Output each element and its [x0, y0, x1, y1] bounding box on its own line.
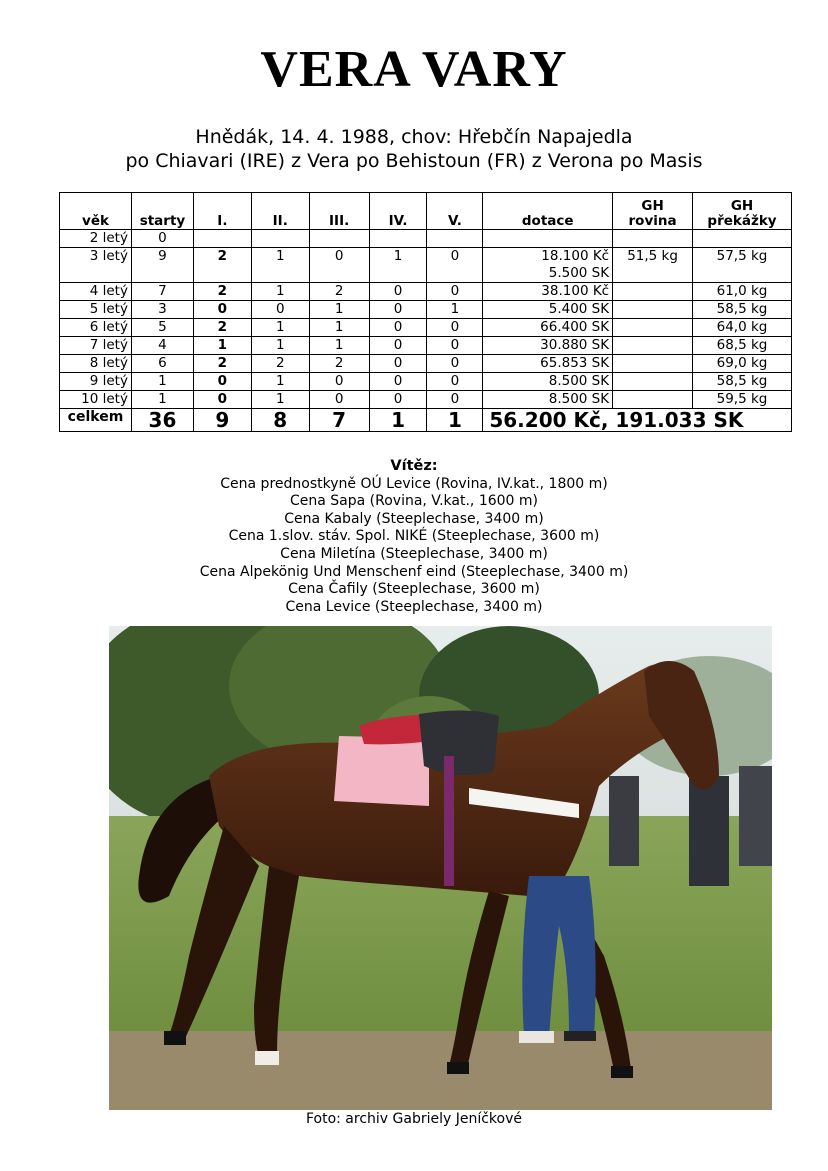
- earnings-cell: [483, 337, 613, 355]
- third-place-cell: 0: [309, 248, 369, 283]
- age-cell: 6 letý: [60, 319, 132, 337]
- header-fourth: IV.: [369, 193, 427, 230]
- table-row: [60, 301, 792, 319]
- table-row: [60, 319, 792, 337]
- header-fifth: V.: [427, 193, 483, 230]
- starts-cell: 9: [131, 248, 193, 283]
- table-row: [60, 355, 792, 373]
- earnings-cell: [483, 391, 613, 409]
- winner-race-item: Cena Alpekönig Und Menschenf eind (Steeplechase, 3400 m): [199, 563, 629, 580]
- winner-race-item: Cena Levice (Steeplechase, 3400 m): [285, 598, 543, 615]
- third-place-cell: 2: [309, 355, 369, 373]
- second-place-cell: 0: [251, 301, 309, 319]
- starts-cell: 4: [131, 337, 193, 355]
- fifth-place-cell: 0: [427, 391, 483, 409]
- second-place-cell: 1: [251, 248, 309, 283]
- earnings-cell: [483, 355, 613, 373]
- table-row: [60, 391, 792, 409]
- winner-race-item: Cena prednostkyně OÚ Levice (Rovina, IV.kat., 1800 m): [220, 475, 608, 492]
- fifth-place-cell: 0: [427, 337, 483, 355]
- table-row: [60, 283, 792, 301]
- age-cell: 2 letý: [60, 230, 132, 248]
- fifth-place-cell: 0: [427, 373, 483, 391]
- header-gh-flat: GH rovina: [613, 193, 693, 230]
- starts-cell: 5: [131, 319, 193, 337]
- gh-jump-cell: 68,5 kg: [693, 337, 792, 355]
- gh-jump-cell: 59,5 kg: [693, 391, 792, 409]
- gh-jump-cell: 58,5 kg: [693, 373, 792, 391]
- earnings-value: 38.100 Kč: [541, 283, 610, 299]
- header-third: III.: [309, 193, 369, 230]
- gh-flat-cell: [613, 283, 693, 301]
- photo-caption: Foto: archiv Gabriely Jeníčkové: [305, 1111, 523, 1127]
- table-row: [60, 248, 792, 283]
- total-third: 7: [309, 409, 369, 432]
- table-row: [60, 337, 792, 355]
- horse-photo: [109, 626, 772, 1110]
- earnings-value: 8.500 SK: [548, 373, 610, 389]
- gh-jump-cell: 57,5 kg: [693, 248, 792, 283]
- second-place-cell: 1: [251, 283, 309, 301]
- first-place-cell: [193, 230, 251, 248]
- earnings-cell: [483, 319, 613, 337]
- earnings-cell: [483, 283, 613, 301]
- gh-flat-cell: [613, 301, 693, 319]
- second-place-cell: 1: [251, 373, 309, 391]
- first-place-cell: 0: [193, 373, 251, 391]
- second-place-cell: [251, 230, 309, 248]
- winners-list: [0, 458, 828, 616]
- total-starts: 36: [131, 409, 193, 432]
- earnings-value: 66.400 SK: [540, 319, 610, 335]
- fourth-place-cell: 0: [369, 391, 427, 409]
- total-fourth: 1: [369, 409, 427, 432]
- header-starts: starty: [131, 193, 193, 230]
- fourth-place-cell: [369, 230, 427, 248]
- age-cell: 5 letý: [60, 301, 132, 319]
- earnings-cell: [483, 301, 613, 319]
- fourth-place-cell: 0: [369, 355, 427, 373]
- fourth-place-cell: 0: [369, 283, 427, 301]
- first-place-cell: 2: [193, 283, 251, 301]
- fifth-place-cell: 0: [427, 283, 483, 301]
- gh-flat-cell: [613, 337, 693, 355]
- earnings-value: 5.400 SK: [548, 301, 610, 317]
- fourth-place-cell: 0: [369, 337, 427, 355]
- gh-jump-cell: 61,0 kg: [693, 283, 792, 301]
- gh-flat-cell: [613, 391, 693, 409]
- third-place-cell: 1: [309, 337, 369, 355]
- page-title: VERA VARY: [260, 41, 568, 98]
- first-place-cell: 1: [193, 337, 251, 355]
- gh-flat-cell: 51,5 kg: [613, 248, 693, 283]
- total-first: 9: [193, 409, 251, 432]
- fifth-place-cell: 0: [427, 319, 483, 337]
- winners-heading: Vítěz:: [390, 458, 438, 474]
- gh-jump-cell: 58,5 kg: [693, 301, 792, 319]
- earnings-cell: [483, 230, 613, 248]
- age-cell: 9 letý: [60, 373, 132, 391]
- gh-flat-cell: [613, 373, 693, 391]
- header-age: věk: [60, 193, 132, 230]
- total-label: celkem: [60, 409, 132, 432]
- second-place-cell: 1: [251, 391, 309, 409]
- third-place-cell: 2: [309, 283, 369, 301]
- first-place-cell: 0: [193, 391, 251, 409]
- earnings-value-secondary: 5.500 SK: [548, 265, 610, 281]
- race-record-table: [59, 192, 792, 432]
- second-place-cell: 1: [251, 337, 309, 355]
- winner-race-item: Cena Miletína (Steeplechase, 3400 m): [280, 545, 548, 562]
- age-cell: 7 letý: [60, 337, 132, 355]
- third-place-cell: 1: [309, 319, 369, 337]
- fifth-place-cell: 0: [427, 248, 483, 283]
- earnings-value: 65.853 SK: [540, 355, 610, 371]
- first-place-cell: 0: [193, 301, 251, 319]
- gh-jump-cell: [693, 230, 792, 248]
- header-second: II.: [251, 193, 309, 230]
- earnings-value: 30.880 SK: [540, 337, 610, 353]
- second-place-cell: 2: [251, 355, 309, 373]
- fourth-place-cell: 0: [369, 319, 427, 337]
- third-place-cell: 1: [309, 301, 369, 319]
- winner-race-item: Cena 1.slov. stáv. Spol. NIKÉ (Steeplechase, 3600 m): [228, 528, 600, 545]
- third-place-cell: [309, 230, 369, 248]
- starts-cell: 7: [131, 283, 193, 301]
- total-fifth: 1: [427, 409, 483, 432]
- gh-flat-cell: [613, 319, 693, 337]
- gh-jump-cell: 69,0 kg: [693, 355, 792, 373]
- winner-race-item: Cena Čafily (Steeplechase, 3600 m): [288, 581, 540, 598]
- horse-description: Hnědák, 14. 4. 1988, chov: Hřebčín Napajedla: [195, 126, 633, 148]
- winner-race-item: Cena Kabaly (Steeplechase, 3400 m): [284, 510, 544, 527]
- earnings-value: 8.500 SK: [548, 391, 610, 407]
- total-earnings: 56.200 Kč, 191.033 SK: [483, 409, 792, 432]
- fifth-place-cell: [427, 230, 483, 248]
- header-earnings: dotace: [483, 193, 613, 230]
- first-place-cell: 2: [193, 319, 251, 337]
- age-cell: 10 letý: [60, 391, 132, 409]
- earnings-value: 18.100 Kč: [541, 248, 610, 264]
- horse-photo-illustration: [109, 626, 772, 1110]
- starts-cell: 0: [131, 230, 193, 248]
- total-second: 8: [251, 409, 309, 432]
- table-header-row: [60, 193, 792, 230]
- fifth-place-cell: 0: [427, 355, 483, 373]
- first-place-cell: 2: [193, 355, 251, 373]
- gh-flat-cell: [613, 355, 693, 373]
- age-cell: 4 letý: [60, 283, 132, 301]
- gh-flat-cell: [613, 230, 693, 248]
- third-place-cell: 0: [309, 373, 369, 391]
- second-place-cell: 1: [251, 319, 309, 337]
- earnings-cell: [483, 373, 613, 391]
- earnings-cell: [483, 248, 613, 283]
- fourth-place-cell: 1: [369, 248, 427, 283]
- first-place-cell: 2: [193, 248, 251, 283]
- third-place-cell: 0: [309, 391, 369, 409]
- gh-jump-cell: 64,0 kg: [693, 319, 792, 337]
- fourth-place-cell: 0: [369, 373, 427, 391]
- starts-cell: 1: [131, 373, 193, 391]
- table-row: [60, 230, 792, 248]
- starts-cell: 1: [131, 391, 193, 409]
- total-row: [60, 409, 792, 432]
- pedigree-line: po Chiavari (IRE) z Vera po Behistoun (FR) z Verona po Masis: [125, 150, 703, 172]
- age-cell: 8 letý: [60, 355, 132, 373]
- header-gh-jump: GH překážky: [693, 193, 792, 230]
- winner-race-item: Cena Sapa (Rovina, V.kat., 1600 m): [289, 493, 538, 510]
- starts-cell: 6: [131, 355, 193, 373]
- starts-cell: 3: [131, 301, 193, 319]
- fourth-place-cell: 0: [369, 301, 427, 319]
- age-cell: 3 letý: [60, 248, 132, 283]
- fifth-place-cell: 1: [427, 301, 483, 319]
- table-row: [60, 373, 792, 391]
- header-first: I.: [193, 193, 251, 230]
